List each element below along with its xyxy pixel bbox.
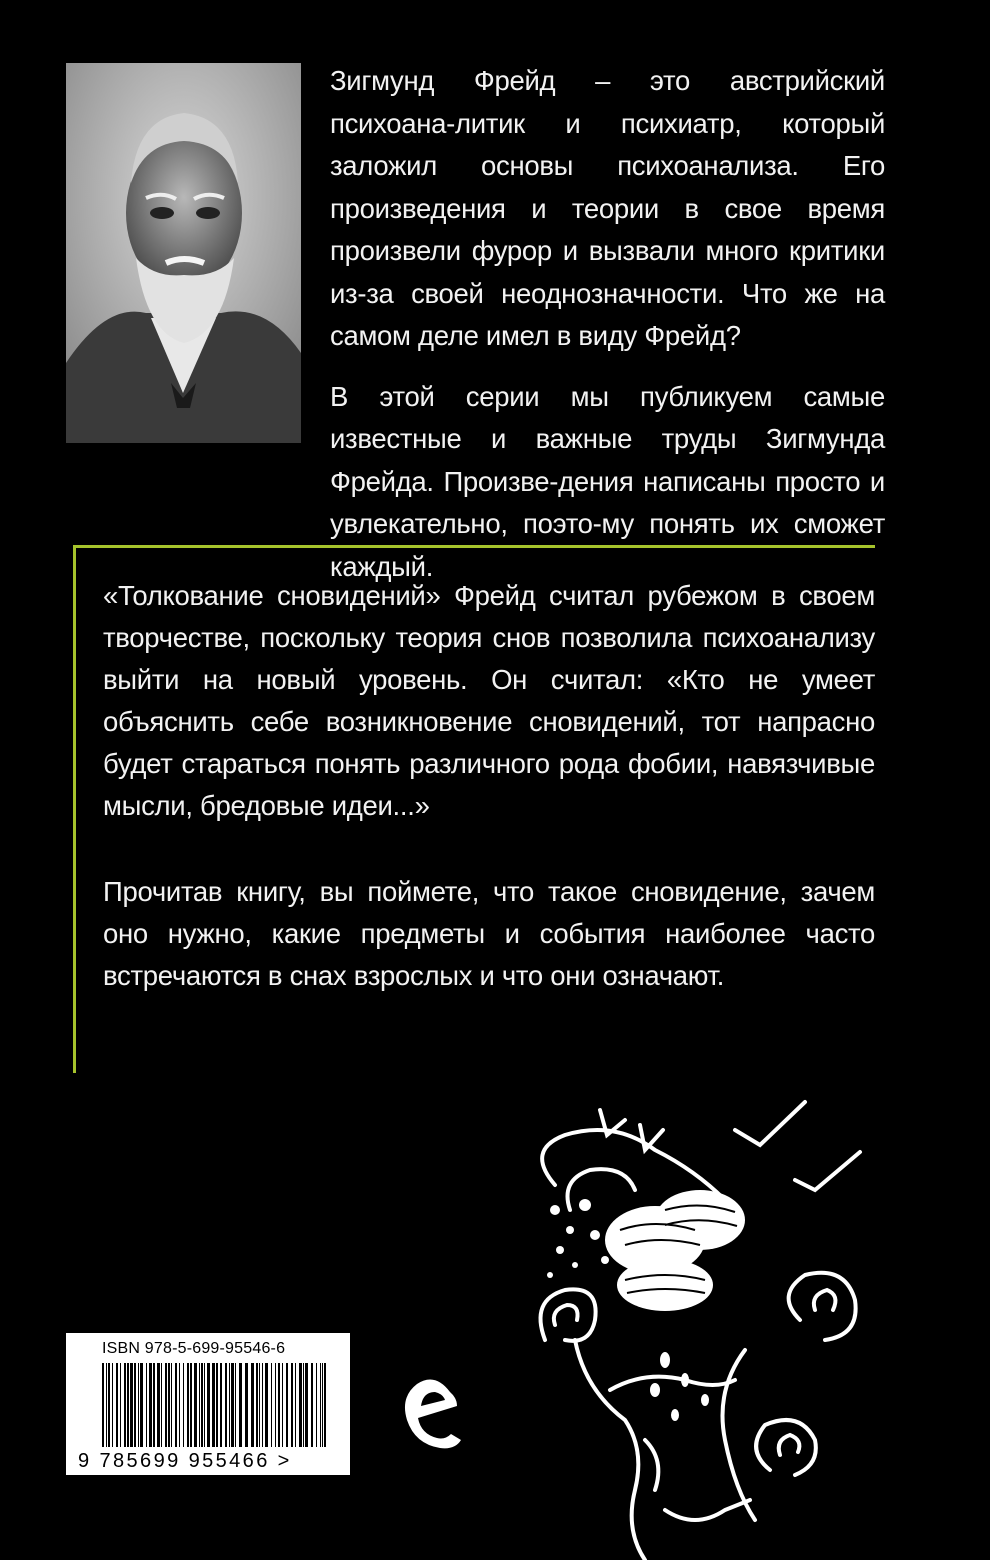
barcode-bar [262,1363,263,1447]
barcode-bar [149,1363,152,1447]
barcode-bar [229,1363,230,1447]
barcode-bar [138,1363,139,1447]
barcode-bar [271,1363,272,1447]
barcode-bar [235,1363,236,1447]
eksmo-logo-icon [395,1362,465,1462]
barcode-bar [303,1363,304,1447]
barcode-bar [320,1363,321,1447]
isbn-barcode-box [66,1333,350,1475]
barcode-bar [207,1363,210,1447]
barcode-bar [311,1363,313,1447]
barcode-bar [324,1363,326,1447]
barcode-bar [316,1363,317,1447]
barcode-bar [116,1363,118,1447]
barcode-bar [295,1363,296,1447]
barcode-bar [102,1363,104,1447]
barcode-bar [134,1363,136,1447]
barcode-bar [225,1363,227,1447]
barcode-bar [106,1363,107,1447]
barcode-bar [146,1363,147,1447]
barcode-bar [245,1363,248,1447]
barcode-bar [239,1363,242,1447]
barcode-bar [251,1363,254,1447]
intro-text [330,60,885,606]
barcode-bar [157,1363,160,1447]
barcode-bar [286,1363,288,1447]
barcode-bar [161,1363,162,1447]
barcode-bar [278,1363,280,1447]
barcode-bar [130,1363,133,1447]
barcode-bar [220,1363,222,1447]
barcode-bar [299,1363,302,1447]
intro-paragraph-2: В этой серии мы публикуем самые известные и важные труды Зигмунда Фрейда. Произве-дения написаны просто и увлекательно, поэто-му понять их сможет каждый. [330,380,885,582]
barcode-bar [153,1363,155,1447]
barcode-bar [179,1363,180,1447]
barcode-bar [124,1363,126,1447]
barcode-bar [187,1363,189,1447]
barcode-bar [305,1363,308,1447]
barcode-bar [183,1363,184,1447]
barcode-bar [259,1363,260,1447]
barcode-bar [204,1363,205,1447]
intro-paragraph-1: Зигмунд Фрейд – это австрийский психоана-литик и психиатр, который заложил основы психоанализа. Его произведения и теории в свое время произвели фурор и вызвали много критики из-за своей неоднозначности. Что же на самом деле имел в виду Фрейд? [330,65,885,351]
dream-illustration [515,1090,885,1560]
barcode-bar [256,1363,258,1447]
barcode-bar [201,1363,203,1447]
barcode-bar [165,1363,167,1447]
barcode-bar [190,1363,192,1447]
barcode-bar [291,1363,293,1447]
barcode-bar [216,1363,218,1447]
barcode-bar [108,1363,110,1447]
quote-text [103,575,875,1041]
barcode-bar [112,1363,113,1447]
quote-paragraph-2: Прочитав книгу, вы поймете, что такое сновидение, зачем оно нужно, какие предметы и события наиболее часто встречаются в снах взрослых и что они означают. [103,876,875,991]
barcode-bar [231,1363,234,1447]
barcode-bar [168,1363,170,1447]
freud-portrait [66,63,301,443]
quote-paragraph-1: «Толкование сновидений» Фрейд считал рубежом в своем творчестве, поскольку теория снов позволила психоанализу выйти на новый уровень. Он считал: «Кто не умеет объяснить себе возникновение сновидений, тот напрасно будет стараться понять различного рода фобии, навязчивые мысли, бредовые идеи...» [103,580,875,821]
barcode [102,1363,328,1447]
barcode-bar [140,1363,143,1447]
barcode-bar [175,1363,177,1447]
barcode-bar [199,1363,200,1447]
barcode-bar [265,1363,268,1447]
barcode-bar [212,1363,215,1447]
isbn-label: ISBN 978-5-699-95546-6 [102,1340,286,1357]
barcode-bar [282,1363,283,1447]
isbn-digits: 9 785699 955466 > [78,1450,292,1472]
frame-left-line [73,545,76,1073]
barcode-bar [120,1363,121,1447]
barcode-bar [275,1363,276,1447]
barcode-bar [171,1363,172,1447]
barcode-bar [322,1363,323,1447]
barcode-bar [194,1363,197,1447]
frame-top-line [73,545,875,548]
barcode-bar [127,1363,129,1447]
